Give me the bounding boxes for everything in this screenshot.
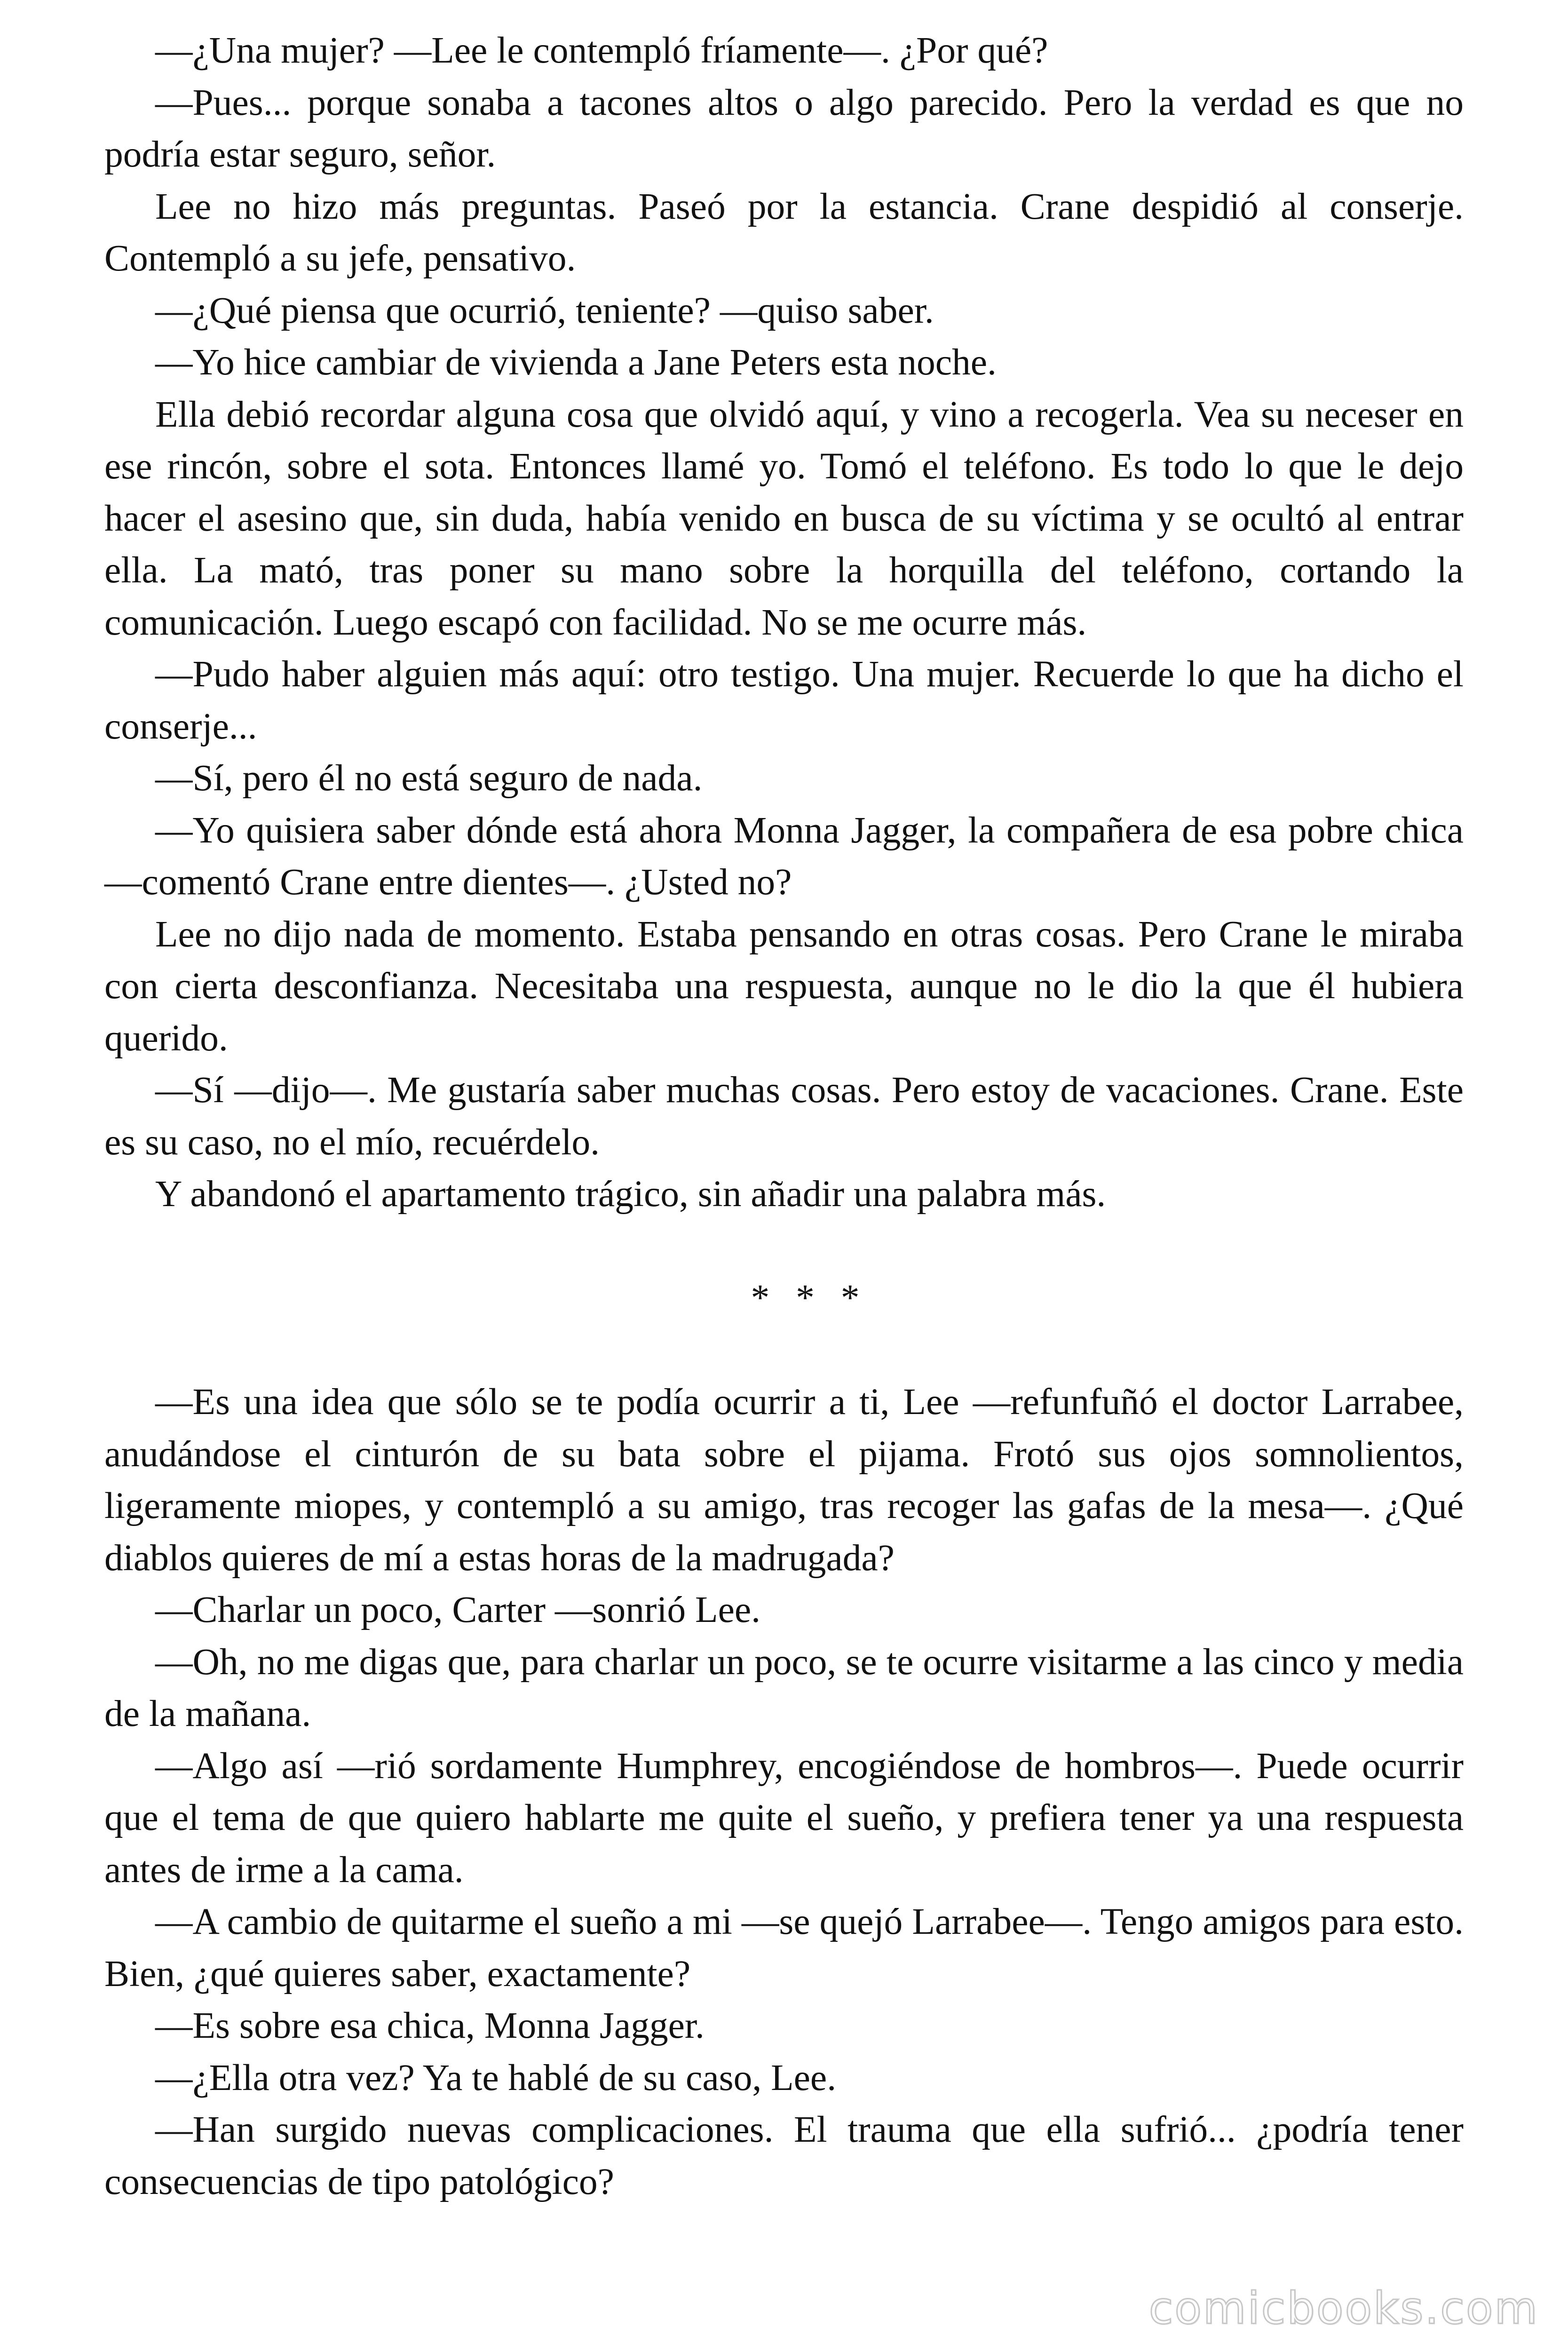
paragraph: Y abandonó el apartamento trágico, sin añadir una palabra más. <box>155 1173 1106 1215</box>
paragraph: —¿Ella otra vez? Ya te hablé de su caso, Lee. <box>155 2057 837 2098</box>
paragraph: —¿Qué piensa que ocurrió, teniente? —quiso saber. <box>155 289 934 331</box>
paragraph: —A cambio de quitarme el sueño a mi —se quejó Larrabee—. Tengo amigos para esto. Bien, ¿qué quieres saber, exactamente? <box>104 1901 1464 1994</box>
paragraph: Lee no hizo más preguntas. Paseó por la estancia. Crane despidió al conserje. Contempló a su jefe, pensativo. <box>104 185 1464 279</box>
paragraph: —Yo hice cambiar de vivienda a Jane Peters esta noche. <box>155 342 997 383</box>
paragraph: —Pudo haber alguien más aquí: otro testigo. Una mujer. Recuerde lo que ha dicho el conserje... <box>104 653 1464 747</box>
paragraph: —Es sobre esa chica, Monna Jagger. <box>155 2005 705 2046</box>
scene-break: * * * <box>751 1277 868 1319</box>
paragraph: —Algo así —rió sordamente Humphrey, encogiéndose de hombros—. Puede ocurrir que el tema de que quiero hablarte me quite el sueño, y prefiera tener ya una respuesta antes de irme a la cama. <box>104 1745 1464 1891</box>
section-before-break <box>104 24 1464 1220</box>
paragraph: Lee no dijo nada de momento. Estaba pensando en otras cosas. Pero Crane le miraba con cierta desconfianza. Necesitaba una respuesta, aunque no le dio la que él hubiera querido. <box>104 913 1464 1059</box>
section-after-break <box>104 1376 1464 2208</box>
watermark: comicbooks.com <box>1148 2283 1539 2334</box>
paragraph: —¿Una mujer? —Lee le contempló fríamente—. ¿Por qué? <box>155 30 1048 71</box>
paragraph: —Es una idea que sólo se te podía ocurrir a ti, Lee —refunfuñó el doctor Larrabee, anudándose el cinturón de su bata sobre el pijama. Frotó sus ojos somnolientos, ligeramente miopes, y contempló a su amigo, tras recoger las gafas de la mesa—. ¿Qué diablos quieres de mí a estas horas de la madrugada? <box>104 1381 1464 1579</box>
paragraph: Ella debió recordar alguna cosa que olvidó aquí, y vino a recogerla. Vea su neceser en ese rincón, sobre el sota. Entonces llamé yo. Tomó el teléfono. Es todo lo que le dejo hacer el asesino que, sin duda, había venido en busca de su víctima y se ocultó al entrar ella. La mató, tras poner su mano sobre la horquilla del teléfono, cortando la comunicación. Luego escapó con facilidad. No se me ocurre más. <box>104 393 1464 643</box>
paragraph: —Yo quisiera saber dónde está ahora Monna Jagger, la compañera de esa pobre chica —comentó Crane entre dientes—. ¿Usted no? <box>104 809 1464 903</box>
paragraph: —Sí —dijo—. Me gustaría saber muchas cosas. Pero estoy de vacaciones. Crane. Este es su caso, no el mío, recuérdelo. <box>104 1069 1464 1163</box>
paragraph: —Han surgido nuevas complicaciones. El trauma que ella sufrió... ¿podría tener consecuencias de tipo patológico? <box>104 2109 1464 2202</box>
paragraph: —Oh, no me digas que, para charlar un poco, se te ocurre visitarme a las cinco y media de la mañana. <box>104 1641 1464 1734</box>
paragraph: —Pues... porque sonaba a tacones altos o algo parecido. Pero la verdad es que no podría estar seguro, señor. <box>104 81 1464 175</box>
book-page <box>104 24 1464 2208</box>
paragraph: —Charlar un poco, Carter —sonrió Lee. <box>155 1589 761 1630</box>
paragraph: —Sí, pero él no está seguro de nada. <box>155 757 703 799</box>
